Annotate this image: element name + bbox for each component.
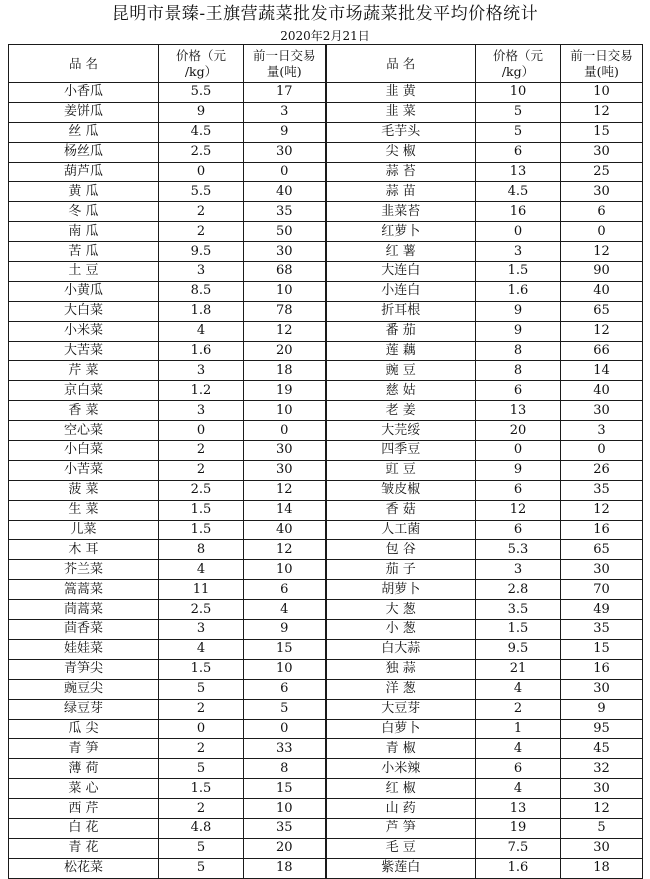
- right-price-cell: 19: [476, 818, 561, 838]
- header-volume-line2: 量(吨): [266, 63, 302, 79]
- right-name-cell: 韭 黄: [326, 83, 476, 103]
- right-volume-cell: 6: [561, 202, 643, 222]
- left-price-cell: 2: [159, 222, 244, 242]
- table-row: [9, 122, 643, 142]
- right-name-cell: 红 薯: [326, 242, 476, 262]
- right-name-cell: 紫莲白: [326, 858, 476, 878]
- right-price-cell: 7.5: [476, 838, 561, 858]
- right-price-cell: 1.6: [476, 858, 561, 878]
- left-price-cell: 4: [159, 560, 244, 580]
- right-price-cell: 3: [476, 560, 561, 580]
- table-row: [9, 142, 643, 162]
- right-volume-cell: 35: [561, 480, 643, 500]
- right-price-cell: 6: [476, 480, 561, 500]
- right-volume-cell: 18: [561, 858, 643, 878]
- left-name-cell: 绿豆芽: [9, 699, 159, 719]
- left-price-cell: 8.5: [159, 281, 244, 301]
- left-name-cell: 葫芦瓜: [9, 162, 159, 182]
- left-volume-cell: 10: [244, 560, 326, 580]
- price-table-body: [9, 83, 643, 879]
- left-price-cell: 1.5: [159, 659, 244, 679]
- table-row: [9, 759, 643, 779]
- left-volume-cell: 18: [244, 361, 326, 381]
- right-volume-cell: 14: [561, 361, 643, 381]
- left-price-cell: 5: [159, 838, 244, 858]
- left-volume-cell: 12: [244, 480, 326, 500]
- left-price-cell: 3: [159, 361, 244, 381]
- right-price-cell: 1.6: [476, 281, 561, 301]
- right-price-cell: 3: [476, 242, 561, 262]
- left-volume-cell: 20: [244, 341, 326, 361]
- right-name-cell: 尖 椒: [326, 142, 476, 162]
- table-row: [9, 460, 643, 480]
- right-volume-cell: 45: [561, 739, 643, 759]
- left-price-cell: 5.5: [159, 182, 244, 202]
- right-name-cell: 韭菜苔: [326, 202, 476, 222]
- table-header-row: [9, 45, 643, 83]
- right-name-cell: 折耳根: [326, 301, 476, 321]
- right-volume-cell: 65: [561, 301, 643, 321]
- header-volume-line1: 前一日交易: [252, 47, 316, 63]
- right-price-cell: 21: [476, 659, 561, 679]
- left-price-cell: 2: [159, 739, 244, 759]
- table-row: [9, 600, 643, 620]
- table-row: [9, 480, 643, 500]
- right-price-cell: 9.5: [476, 639, 561, 659]
- table-row: [9, 580, 643, 600]
- left-volume-cell: 0: [244, 421, 326, 441]
- left-volume-cell: 20: [244, 838, 326, 858]
- right-price-cell: 5: [476, 102, 561, 122]
- left-name-cell: 京白菜: [9, 381, 159, 401]
- right-volume-cell: 30: [561, 838, 643, 858]
- right-price-cell: 6: [476, 142, 561, 162]
- left-volume-cell: 33: [244, 739, 326, 759]
- right-price-cell: 13: [476, 162, 561, 182]
- left-name-cell: 小黄瓜: [9, 281, 159, 301]
- header-price-line1: 价格（元: [175, 47, 226, 63]
- right-name-cell: 小连白: [326, 281, 476, 301]
- right-name-cell: 蒜 苗: [326, 182, 476, 202]
- header-volume-right: [561, 45, 643, 83]
- left-name-cell: 薄 荷: [9, 759, 159, 779]
- right-name-cell: 大 葱: [326, 600, 476, 620]
- left-volume-cell: 6: [244, 679, 326, 699]
- table-row: [9, 779, 643, 799]
- left-name-cell: 松花菜: [9, 858, 159, 878]
- left-name-cell: 苦 瓜: [9, 242, 159, 262]
- right-name-cell: 人工菌: [326, 520, 476, 540]
- left-volume-cell: 35: [244, 818, 326, 838]
- left-price-cell: 5: [159, 759, 244, 779]
- left-volume-cell: 18: [244, 858, 326, 878]
- left-name-cell: 大苦菜: [9, 341, 159, 361]
- right-name-cell: 莲 藕: [326, 341, 476, 361]
- left-volume-cell: 35: [244, 202, 326, 222]
- right-volume-cell: 49: [561, 600, 643, 620]
- right-price-cell: 0: [476, 441, 561, 461]
- right-volume-cell: 25: [561, 162, 643, 182]
- table-row: [9, 361, 643, 381]
- left-price-cell: 4: [159, 639, 244, 659]
- table-row: [9, 162, 643, 182]
- right-volume-cell: 10: [561, 83, 643, 103]
- left-name-cell: 芥兰菜: [9, 560, 159, 580]
- right-volume-cell: 30: [561, 401, 643, 421]
- right-name-cell: 豌 豆: [326, 361, 476, 381]
- table-row: [9, 321, 643, 341]
- right-price-cell: 4.5: [476, 182, 561, 202]
- left-name-cell: 瓜 尖: [9, 719, 159, 739]
- left-volume-cell: 30: [244, 242, 326, 262]
- right-name-cell: 番 茄: [326, 321, 476, 341]
- table-row: [9, 301, 643, 321]
- right-volume-cell: 16: [561, 659, 643, 679]
- right-price-cell: 8: [476, 361, 561, 381]
- left-name-cell: 西 芹: [9, 799, 159, 819]
- right-price-cell: 13: [476, 799, 561, 819]
- right-price-cell: 2: [476, 699, 561, 719]
- left-volume-cell: 68: [244, 262, 326, 282]
- left-volume-cell: 10: [244, 281, 326, 301]
- right-volume-cell: 3: [561, 421, 643, 441]
- table-row: [9, 639, 643, 659]
- left-volume-cell: 15: [244, 639, 326, 659]
- right-name-cell: 大豆芽: [326, 699, 476, 719]
- left-volume-cell: 17: [244, 83, 326, 103]
- table-row: [9, 83, 643, 103]
- price-table: [8, 44, 643, 879]
- left-name-cell: 小香瓜: [9, 83, 159, 103]
- right-volume-cell: 12: [561, 242, 643, 262]
- right-volume-cell: 30: [561, 142, 643, 162]
- table-row: [9, 560, 643, 580]
- right-volume-cell: 40: [561, 381, 643, 401]
- left-name-cell: 菠 菜: [9, 480, 159, 500]
- right-name-cell: 韭 菜: [326, 102, 476, 122]
- table-row: [9, 659, 643, 679]
- right-name-cell: 大连白: [326, 262, 476, 282]
- right-price-cell: 8: [476, 341, 561, 361]
- right-name-cell: 茄 子: [326, 560, 476, 580]
- left-volume-cell: 40: [244, 520, 326, 540]
- right-name-cell: 毛芋头: [326, 122, 476, 142]
- left-price-cell: 1.6: [159, 341, 244, 361]
- right-price-cell: 4: [476, 679, 561, 699]
- left-name-cell: 菜 心: [9, 779, 159, 799]
- left-name-cell: 青 花: [9, 838, 159, 858]
- left-price-cell: 11: [159, 580, 244, 600]
- left-volume-cell: 15: [244, 779, 326, 799]
- left-volume-cell: 14: [244, 500, 326, 520]
- left-volume-cell: 30: [244, 441, 326, 461]
- right-name-cell: 胡萝卜: [326, 580, 476, 600]
- table-row: [9, 341, 643, 361]
- table-row: [9, 818, 643, 838]
- left-name-cell: 小苦菜: [9, 460, 159, 480]
- right-volume-cell: 30: [561, 779, 643, 799]
- left-volume-cell: 8: [244, 759, 326, 779]
- left-price-cell: 9: [159, 102, 244, 122]
- right-volume-cell: 95: [561, 719, 643, 739]
- right-price-cell: 9: [476, 321, 561, 341]
- right-volume-cell: 12: [561, 799, 643, 819]
- left-volume-cell: 78: [244, 301, 326, 321]
- left-price-cell: 9.5: [159, 242, 244, 262]
- right-price-cell: 1: [476, 719, 561, 739]
- left-name-cell: 木 耳: [9, 540, 159, 560]
- header-price-line1: 价格（元: [492, 47, 543, 63]
- table-row: [9, 858, 643, 878]
- left-name-cell: 空心菜: [9, 421, 159, 441]
- table-row: [9, 281, 643, 301]
- table-row: [9, 679, 643, 699]
- right-volume-cell: 0: [561, 441, 643, 461]
- left-name-cell: 香 菜: [9, 401, 159, 421]
- right-name-cell: 小米辣: [326, 759, 476, 779]
- left-name-cell: 茼蒿菜: [9, 600, 159, 620]
- left-name-cell: 白 花: [9, 818, 159, 838]
- header-price-right: [476, 45, 561, 83]
- right-name-cell: 毛 豆: [326, 838, 476, 858]
- left-price-cell: 5: [159, 679, 244, 699]
- left-price-cell: 2: [159, 202, 244, 222]
- table-row: [9, 799, 643, 819]
- left-name-cell: 黄 瓜: [9, 182, 159, 202]
- header-volume-line2: 量(吨): [584, 63, 619, 79]
- left-name-cell: 姜饼瓜: [9, 102, 159, 122]
- table-row: [9, 381, 643, 401]
- left-name-cell: 小米菜: [9, 321, 159, 341]
- header-price-left: [159, 45, 244, 83]
- right-price-cell: 10: [476, 83, 561, 103]
- left-volume-cell: 10: [244, 799, 326, 819]
- left-price-cell: 2.5: [159, 142, 244, 162]
- right-price-cell: 0: [476, 222, 561, 242]
- left-volume-cell: 10: [244, 401, 326, 421]
- right-price-cell: 5.3: [476, 540, 561, 560]
- left-price-cell: 1.5: [159, 520, 244, 540]
- right-volume-cell: 0: [561, 222, 643, 242]
- left-volume-cell: 0: [244, 162, 326, 182]
- right-volume-cell: 15: [561, 122, 643, 142]
- header-name-left: 品 名: [9, 45, 159, 83]
- right-name-cell: 白萝卜: [326, 719, 476, 739]
- left-volume-cell: 40: [244, 182, 326, 202]
- right-price-cell: 6: [476, 520, 561, 540]
- right-volume-cell: 40: [561, 281, 643, 301]
- right-volume-cell: 66: [561, 341, 643, 361]
- table-row: [9, 500, 643, 520]
- right-volume-cell: 5: [561, 818, 643, 838]
- left-name-cell: 青笋尖: [9, 659, 159, 679]
- right-price-cell: 6: [476, 381, 561, 401]
- table-row: [9, 262, 643, 282]
- right-name-cell: 蒜 苔: [326, 162, 476, 182]
- left-volume-cell: 30: [244, 460, 326, 480]
- right-name-cell: 青 椒: [326, 739, 476, 759]
- right-name-cell: 山 药: [326, 799, 476, 819]
- left-price-cell: 2: [159, 699, 244, 719]
- table-row: [9, 520, 643, 540]
- table-row: [9, 182, 643, 202]
- right-name-cell: 白大蒜: [326, 639, 476, 659]
- left-name-cell: 茴香菜: [9, 620, 159, 640]
- left-price-cell: 1.8: [159, 301, 244, 321]
- right-name-cell: 香 菇: [326, 500, 476, 520]
- left-price-cell: 4: [159, 321, 244, 341]
- left-price-cell: 3: [159, 262, 244, 282]
- header-volume-left: [244, 45, 326, 83]
- right-volume-cell: 15: [561, 639, 643, 659]
- left-volume-cell: 50: [244, 222, 326, 242]
- right-name-cell: 红萝卜: [326, 222, 476, 242]
- left-volume-cell: 9: [244, 620, 326, 640]
- left-price-cell: 3: [159, 620, 244, 640]
- table-row: [9, 242, 643, 262]
- table-row: [9, 838, 643, 858]
- left-price-cell: 8: [159, 540, 244, 560]
- right-volume-cell: 90: [561, 262, 643, 282]
- right-price-cell: 9: [476, 460, 561, 480]
- right-volume-cell: 26: [561, 460, 643, 480]
- left-price-cell: 4.5: [159, 122, 244, 142]
- left-price-cell: 0: [159, 162, 244, 182]
- right-price-cell: 6: [476, 759, 561, 779]
- right-name-cell: 大芫绥: [326, 421, 476, 441]
- left-price-cell: 0: [159, 719, 244, 739]
- left-volume-cell: 5: [244, 699, 326, 719]
- left-name-cell: 大白菜: [9, 301, 159, 321]
- left-price-cell: 1.2: [159, 381, 244, 401]
- left-price-cell: 5: [159, 858, 244, 878]
- header-volume-line1: 前一日交易: [570, 47, 633, 63]
- right-price-cell: 2.8: [476, 580, 561, 600]
- header-price-line2: /kg）: [501, 63, 535, 79]
- table-row: [9, 222, 643, 242]
- right-volume-cell: 30: [561, 679, 643, 699]
- right-name-cell: 豇 豆: [326, 460, 476, 480]
- right-name-cell: 小 葱: [326, 620, 476, 640]
- left-name-cell: 小白菜: [9, 441, 159, 461]
- right-volume-cell: 12: [561, 321, 643, 341]
- right-name-cell: 皱皮椒: [326, 480, 476, 500]
- left-name-cell: 南 瓜: [9, 222, 159, 242]
- left-price-cell: 2.5: [159, 480, 244, 500]
- left-price-cell: 2.5: [159, 600, 244, 620]
- right-price-cell: 5: [476, 122, 561, 142]
- left-volume-cell: 30: [244, 142, 326, 162]
- header-price-line2: /kg）: [184, 63, 218, 79]
- right-price-cell: 1.5: [476, 620, 561, 640]
- left-price-cell: 1.5: [159, 779, 244, 799]
- right-price-cell: 12: [476, 500, 561, 520]
- table-row: [9, 102, 643, 122]
- right-name-cell: 慈 姑: [326, 381, 476, 401]
- table-row: [9, 620, 643, 640]
- right-price-cell: 9: [476, 301, 561, 321]
- left-price-cell: 2: [159, 441, 244, 461]
- left-price-cell: 1.5: [159, 500, 244, 520]
- right-name-cell: 独 蒜: [326, 659, 476, 679]
- right-price-cell: 16: [476, 202, 561, 222]
- left-name-cell: 土 豆: [9, 262, 159, 282]
- right-name-cell: 洋 葱: [326, 679, 476, 699]
- left-price-cell: 2: [159, 799, 244, 819]
- left-name-cell: 丝 瓜: [9, 122, 159, 142]
- left-volume-cell: 3: [244, 102, 326, 122]
- left-price-cell: 2: [159, 460, 244, 480]
- right-volume-cell: 30: [561, 560, 643, 580]
- right-name-cell: 老 姜: [326, 401, 476, 421]
- table-row: [9, 421, 643, 441]
- left-name-cell: 儿菜: [9, 520, 159, 540]
- left-price-cell: 3: [159, 401, 244, 421]
- right-price-cell: 20: [476, 421, 561, 441]
- right-volume-cell: 30: [561, 182, 643, 202]
- left-volume-cell: 6: [244, 580, 326, 600]
- left-name-cell: 篙蒿菜: [9, 580, 159, 600]
- right-volume-cell: 12: [561, 500, 643, 520]
- left-volume-cell: 9: [244, 122, 326, 142]
- left-name-cell: 冬 瓜: [9, 202, 159, 222]
- left-name-cell: 青 笋: [9, 739, 159, 759]
- right-volume-cell: 9: [561, 699, 643, 719]
- left-volume-cell: 10: [244, 659, 326, 679]
- right-price-cell: 4: [476, 779, 561, 799]
- left-name-cell: 豌豆尖: [9, 679, 159, 699]
- right-volume-cell: 12: [561, 102, 643, 122]
- left-volume-cell: 4: [244, 600, 326, 620]
- table-row: [9, 719, 643, 739]
- left-volume-cell: 12: [244, 321, 326, 341]
- left-volume-cell: 12: [244, 540, 326, 560]
- report-title: 昆明市景臻-王旗营蔬菜批发市场蔬菜批发平均价格统计: [111, 4, 539, 24]
- right-price-cell: 3.5: [476, 600, 561, 620]
- right-price-cell: 4: [476, 739, 561, 759]
- right-volume-cell: 16: [561, 520, 643, 540]
- table-row: [9, 441, 643, 461]
- right-name-cell: 芦 笋: [326, 818, 476, 838]
- right-volume-cell: 35: [561, 620, 643, 640]
- right-volume-cell: 70: [561, 580, 643, 600]
- left-price-cell: 0: [159, 421, 244, 441]
- right-name-cell: 包 谷: [326, 540, 476, 560]
- header-name-right: 品 名: [326, 45, 476, 83]
- right-volume-cell: 32: [561, 759, 643, 779]
- table-row: [9, 739, 643, 759]
- left-name-cell: 杨丝瓜: [9, 142, 159, 162]
- left-volume-cell: 0: [244, 719, 326, 739]
- right-price-cell: 13: [476, 401, 561, 421]
- right-name-cell: 红 椒: [326, 779, 476, 799]
- right-price-cell: 1.5: [476, 262, 561, 282]
- right-name-cell: 四季豆: [326, 441, 476, 461]
- left-name-cell: 芹 菜: [9, 361, 159, 381]
- left-name-cell: 生 菜: [9, 500, 159, 520]
- table-row: [9, 699, 643, 719]
- left-price-cell: 5.5: [159, 83, 244, 103]
- left-price-cell: 4.8: [159, 818, 244, 838]
- table-row: [9, 540, 643, 560]
- left-name-cell: 娃娃菜: [9, 639, 159, 659]
- table-row: [9, 401, 643, 421]
- report-date: 2020年2月21日: [280, 29, 370, 43]
- table-row: [9, 202, 643, 222]
- right-volume-cell: 65: [561, 540, 643, 560]
- left-volume-cell: 19: [244, 381, 326, 401]
